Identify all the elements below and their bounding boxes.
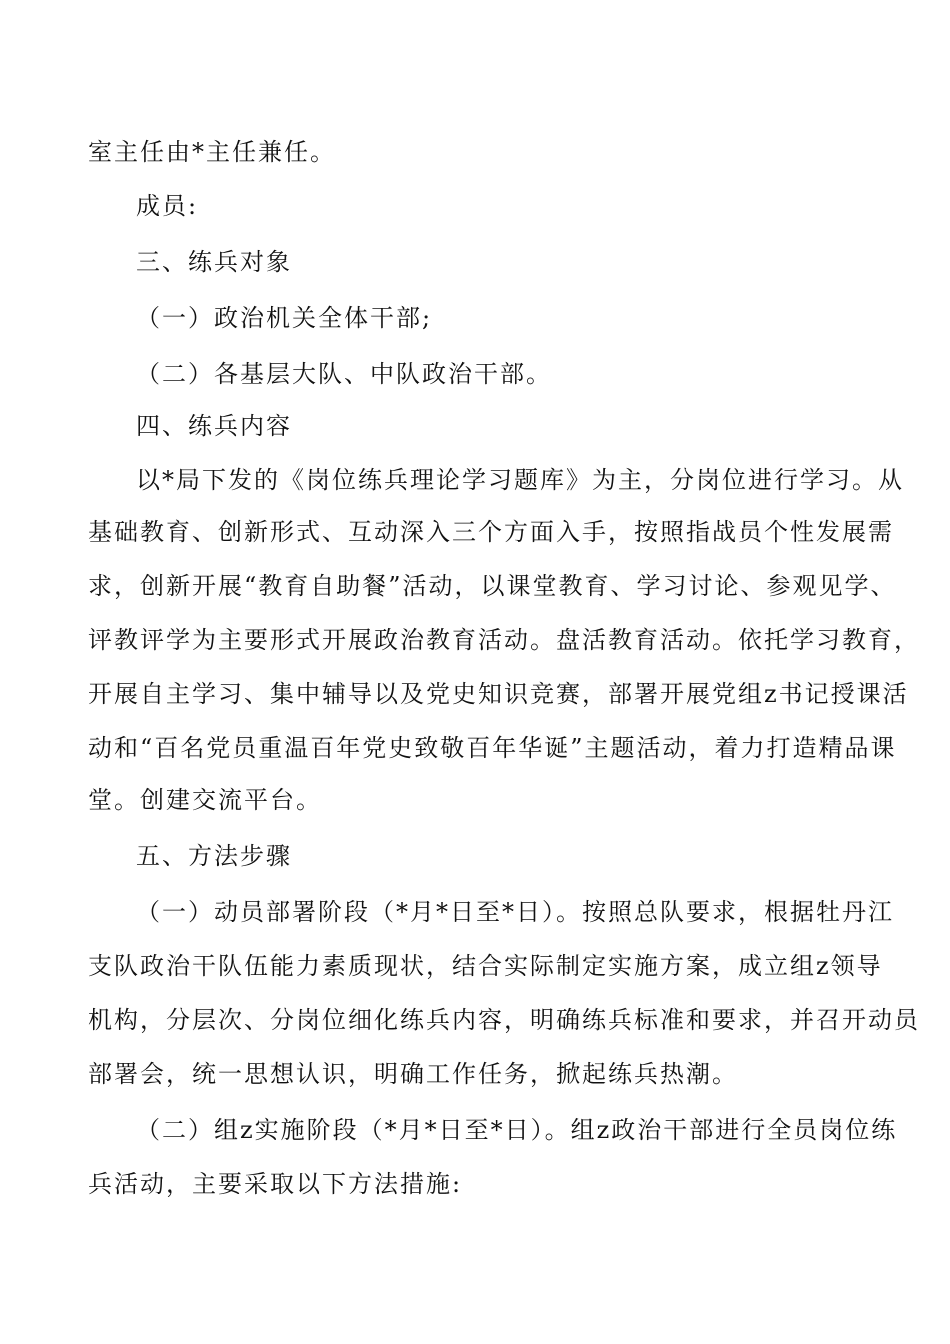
paragraph-line: 评教评学为主要形式开展政治教育活动。盘活教育活动。依托学习教育， xyxy=(88,626,920,654)
paragraph-line: （二）组z实施阶段（*月*日至*日）。组z政治干部进行全员岗位练 xyxy=(136,1116,898,1144)
text-line: 室主任由*主任兼任。 xyxy=(88,138,336,166)
list-item: （二）各基层大队、中队政治干部。 xyxy=(136,360,552,388)
section-heading-3: 三、练兵对象 xyxy=(136,248,292,276)
list-item: （一）政治机关全体干部; xyxy=(136,304,433,332)
section-heading-5: 五、方法步骤 xyxy=(136,842,292,870)
section-heading-4: 四、练兵内容 xyxy=(136,412,292,440)
paragraph-line: 支队政治干队伍能力素质现状，结合实际制定实施方案，成立组z领导 xyxy=(88,952,883,980)
paragraph-line: 兵活动，主要采取以下方法措施: xyxy=(88,1170,463,1198)
paragraph-line: 堂。创建交流平台。 xyxy=(88,786,322,814)
paragraph-line: 基础教育、创新形式、互动深入三个方面入手，按照指战员个性发展需 xyxy=(88,518,894,546)
members-label: 成员: xyxy=(136,192,199,220)
paragraph-line: 机构，分层次、分岗位细化练兵内容，明确练兵标准和要求，并召开动员 xyxy=(88,1006,920,1034)
paragraph-line: 开展自主学习、集中辅导以及党史知识竞赛，部署开展党组z书记授课活 xyxy=(88,680,909,708)
paragraph-line: （一）动员部署阶段（*月*日至*日）。按照总队要求，根据牡丹江 xyxy=(136,898,894,926)
paragraph-line: 以*局下发的《岗位练兵理论学习题库》为主，分岗位进行学习。从 xyxy=(136,466,904,494)
paragraph-line: 求，创新开展“教育自助餐”活动，以课堂教育、学习讨论、参观见学、 xyxy=(88,572,897,600)
paragraph-line: 动和“百名党员重温百年党史致敬百年华诞”主题活动，着力打造精品课 xyxy=(88,734,897,762)
paragraph-line: 部署会，统一思想认识，明确工作任务，掀起练兵热潮。 xyxy=(88,1060,738,1088)
